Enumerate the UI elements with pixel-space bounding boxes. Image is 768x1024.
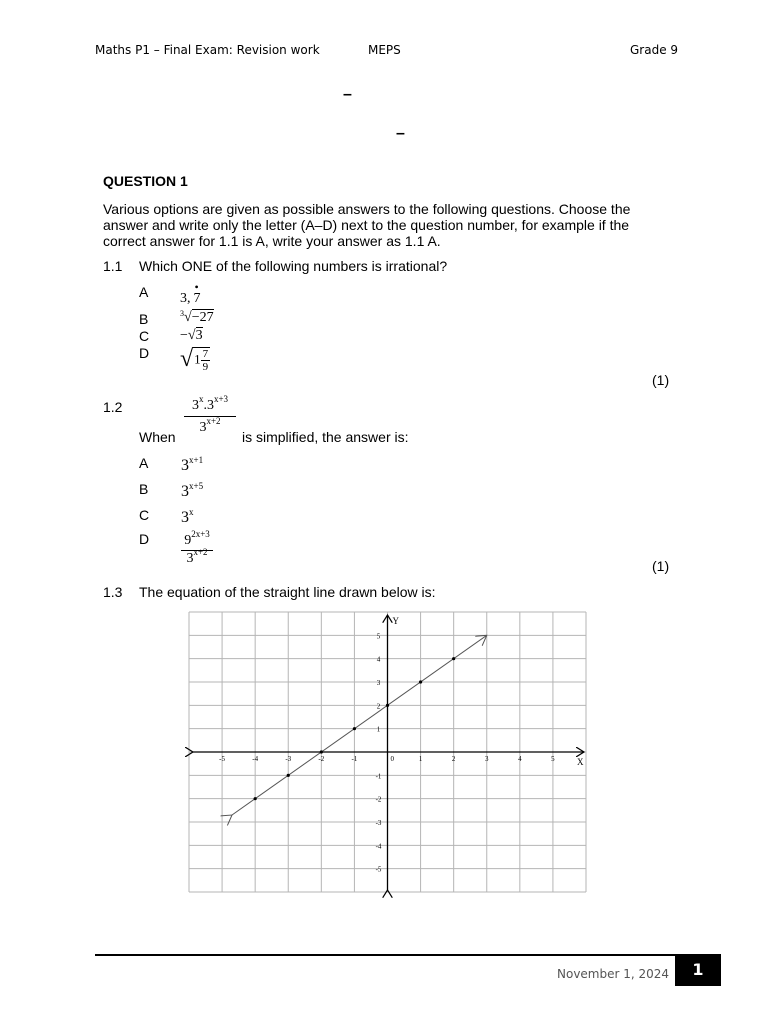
x-tick-label: -2 xyxy=(318,755,325,763)
graph-line xyxy=(232,635,487,815)
q1-1-option-c-letter: C xyxy=(139,328,150,344)
q1-2-option-d-letter: D xyxy=(139,531,150,547)
straight-line xyxy=(232,635,487,815)
page-number: 1 xyxy=(675,954,721,986)
y-tick-label: -3 xyxy=(375,819,382,827)
q1-2-after-text: is simplified, the answer is: xyxy=(242,429,409,445)
footer-date: November 1, 2024 xyxy=(557,967,670,981)
q1-3-number: 1.3 xyxy=(103,584,123,600)
y-tick-label: -2 xyxy=(375,795,382,804)
x-tick-label: 5 xyxy=(551,755,555,763)
y-tick-label: -1 xyxy=(375,772,382,781)
y-tick-label: 2 xyxy=(376,702,381,711)
q1-1-option-b-value: $^3$√−27 xyxy=(180,309,214,325)
graph-tick-labels xyxy=(219,616,584,874)
q1-2-option-a-letter: A xyxy=(139,455,149,471)
x-tick-label: -5 xyxy=(219,755,226,763)
header-center: MEPS xyxy=(368,43,401,57)
q1-2-option-a-value: $3^{x+1}$ xyxy=(181,455,204,474)
y-tick-label: -5 xyxy=(375,865,382,874)
q1-2-marks: (1) xyxy=(652,558,670,574)
x-tick-label: 0 xyxy=(390,755,394,763)
q1-2-option-c-value: 3$^x$ xyxy=(181,507,194,526)
question-intro: Various options are given as possible answers to the following questions. Choose the answer and write only the letter (A–D) next to the question number, for example if the correct answer for 1.1 is A, write your answer as 1.1 A. xyxy=(103,201,631,249)
line-point xyxy=(353,727,356,730)
y-tick-label: 1 xyxy=(376,725,381,734)
question-title: QUESTION 1 xyxy=(103,173,188,189)
x-tick-label: 3 xyxy=(485,755,489,763)
line-point xyxy=(254,797,257,800)
x-tick-label: 4 xyxy=(518,755,522,763)
q1-1-option-a-value: 3, • 7 xyxy=(180,280,201,306)
line-point xyxy=(452,657,455,660)
y-tick-label: 3 xyxy=(376,679,381,687)
graph-axes xyxy=(193,615,584,890)
line-point xyxy=(287,774,290,777)
q1-2-option-d-value: $9^{2x+3}$ $3^{x+2}$ xyxy=(181,533,213,567)
q1-1-option-c-value: −√3 xyxy=(180,328,203,343)
header-right: Grade 9 xyxy=(630,43,679,57)
q1-2-option-b-letter: B xyxy=(139,481,149,497)
q1-1-option-d-letter: D xyxy=(139,345,150,361)
q1-3-text: The equation of the straight line drawn below is: xyxy=(139,584,436,600)
dash-mark-2: – xyxy=(396,125,405,142)
y-tick-label: 5 xyxy=(376,632,381,641)
line-point xyxy=(419,680,422,683)
y-axis-label: Y xyxy=(392,616,399,626)
q1-1-option-b-letter: B xyxy=(139,311,149,327)
x-tick-label: 2 xyxy=(451,755,456,763)
y-tick-label: -4 xyxy=(375,842,382,851)
x-axis-label: X xyxy=(577,757,584,767)
x-tick-label: -3 xyxy=(285,755,292,763)
q1-2-number: 1.2 xyxy=(103,399,123,415)
x-tick-label: -1 xyxy=(351,755,358,763)
q1-1-marks: (1) xyxy=(652,372,670,388)
y-tick-label: 4 xyxy=(376,655,381,664)
header-left: Maths P1 – Final Exam: Revision work xyxy=(95,43,320,57)
q1-2-option-b-value: $3^{x+5}$ xyxy=(181,481,204,500)
q1-2-when: When xyxy=(139,429,176,445)
dash-mark-1: – xyxy=(343,86,352,103)
q1-1-number: 1.1 xyxy=(103,258,123,274)
x-tick-label: -4 xyxy=(252,755,259,763)
footer-rule xyxy=(95,954,721,956)
q1-1-text: Which ONE of the following numbers is irrational? xyxy=(139,258,448,274)
q1-2-expression: $3^x.3^{x+3}$ $3^{x+2}$ xyxy=(184,398,236,436)
x-tick-label: 1 xyxy=(418,755,423,763)
line-point xyxy=(386,704,389,707)
q1-2-option-c-letter: C xyxy=(139,507,150,523)
q1-1-option-d-value: √1 $\frac{7}{9}$ xyxy=(180,346,209,373)
q1-1-option-a-letter: A xyxy=(139,284,149,300)
line-point xyxy=(320,750,323,753)
